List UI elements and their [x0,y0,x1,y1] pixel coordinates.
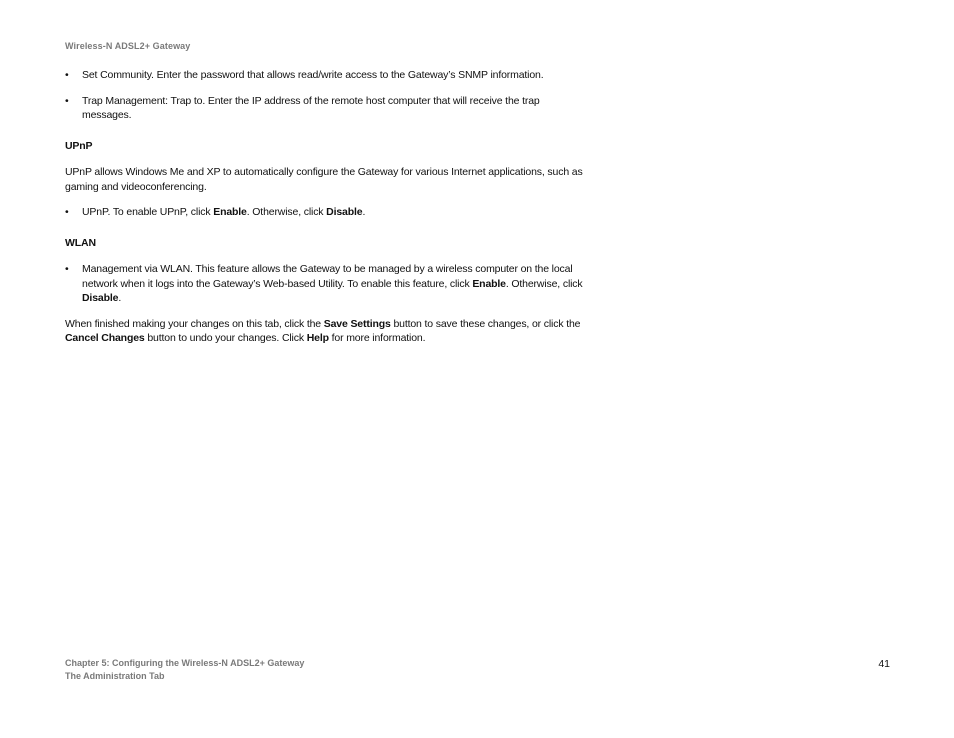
save-settings-term: Save Settings [323,317,391,330]
footer-section: The Administration Tab [65,670,165,681]
upnp-bullet-mid: . Otherwise, click [246,206,327,218]
closing-p3: button to undo your changes. Click [144,332,307,344]
wlan-disable-term: Disable [82,292,119,304]
bullet-upnp [65,205,585,220]
upnp-bullet-post: . [362,206,366,218]
wlan-enable-term: Enable [472,277,506,290]
footer-chapter: Chapter 5: Configuring the Wireless-N ADSL2+ Gateway [65,658,305,668]
page-number: 41 [878,658,890,670]
bullet-dot: • [65,263,69,275]
running-header: Wireless-N ADSL2+ Gateway [65,41,191,51]
bullet-set-community [65,68,585,83]
cancel-changes-term: Cancel Changes [65,332,145,344]
closing-p4: for more information. [328,332,426,344]
upnp-bullet-pre: UPnP. To enable UPnP, click [82,206,214,218]
upnp-enable-term: Enable [213,206,247,218]
page-content [65,68,585,357]
bullet-dot: • [65,94,69,107]
wlan-bullet-mid: . Otherwise, click [505,277,583,290]
help-term: Help [306,332,329,344]
closing-p2: button to save these changes, or click the [390,317,581,330]
bullet-dot: • [65,69,69,81]
upnp-heading: UPnP [65,139,93,152]
page-footer [65,657,304,682]
closing-p1: When finished making your changes on this tab, click the [65,317,324,330]
set-community-text: Set Community. Enter the password that allows read/write access to the Gateway’s SNMP information. [82,69,544,81]
bullet-wlan-management [65,262,585,306]
upnp-disable-term: Disable [326,206,363,218]
wlan-bullet-pre: Management via WLAN. This feature allows the Gateway to be managed by a wireless computer on the local network when it logs into the Gateway’s Web-based Utility. To enable this feature, click [82,263,573,290]
bullet-trap-management [65,94,585,123]
wlan-bullet-post: . [118,292,122,304]
upnp-intro: UPnP allows Windows Me and XP to automatically configure the Gateway for various Internet applications, such as gaming and videoconferencing. [65,166,583,193]
trap-management-text: Trap Management: Trap to. Enter the IP address of the remote host computer that will receive the trap messages. [82,94,540,121]
wlan-heading: WLAN [65,236,96,249]
bullet-dot: • [65,206,69,218]
closing-paragraph [65,317,585,346]
